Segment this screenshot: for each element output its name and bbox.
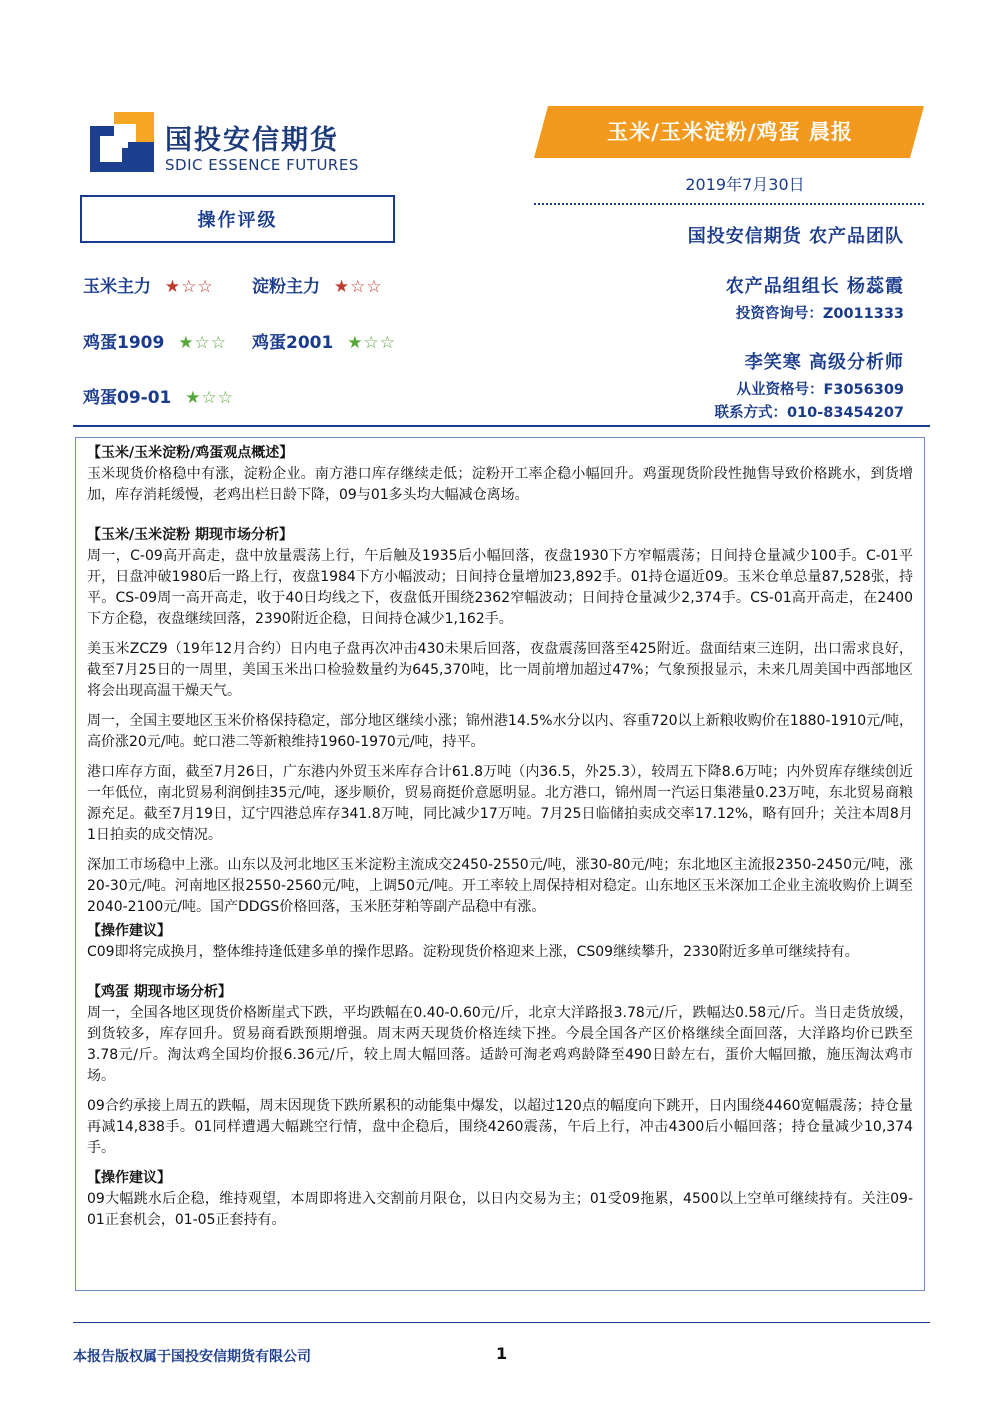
footer-copyright: 本报告版权属于国投安信期货有限公司 bbox=[73, 1349, 311, 1365]
star-filled-icon: ★ bbox=[347, 333, 364, 353]
star-empty-icon: ☆☆ bbox=[194, 333, 227, 353]
rating-egg-1909 bbox=[83, 328, 227, 353]
rating-corn bbox=[83, 272, 214, 297]
corn-paragraph-5: 深加工市场稳中上涨。山东以及河北地区玉米淀粉主流成交2450-2550元/吨，涨30-80元/吨；东北地区主流报2350-2450元/吨，涨20-30元/吨。河南地区报2550-2560元/吨，上调50元/吨。开工率较上周保持相对稳定。山东地区玉米深加工企业主流收购价上调至2040-2100元/吨。国产DDGS价格回落，玉米胚芽粕等副产品稳中有涨。 bbox=[87, 857, 913, 915]
footer-divider bbox=[73, 1322, 930, 1323]
star-filled-icon: ★ bbox=[178, 333, 195, 353]
star-empty-icon: ☆☆ bbox=[201, 388, 235, 408]
section-title-egg-analysis: 【鸡蛋 期现市场分析】 bbox=[87, 984, 232, 1000]
page-number: 1 bbox=[496, 1344, 508, 1363]
team-leader: 农产品组组长 杨蕊霞 bbox=[725, 276, 904, 297]
section-title-overview: 【玉米/玉米淀粉/鸡蛋观点概述】 bbox=[87, 445, 294, 461]
senior-analyst: 李笑寒 高级分析师 bbox=[744, 352, 904, 373]
corn-paragraph-3: 周一，全国主要地区玉米价格保持稳定，部分地区继续小涨；锦州港14.5%水分以内、容重720以上新粮收购价在1880-1910元/吨，高价涨20元/吨。蛇口港二等新粮维持1960-1970元/吨，持平。 bbox=[87, 713, 913, 750]
star-empty-icon: ☆☆ bbox=[363, 333, 396, 353]
rating-egg-09-01 bbox=[83, 383, 234, 408]
dotted-divider bbox=[534, 203, 924, 205]
star-filled-icon: ★ bbox=[164, 277, 182, 297]
corn-advice-paragraph: C09即将完成换月，整体维持逢低建多单的操作思路。淀粉现货价格迎来上涨，CS09继续攀升，2330附近多单可继续持有。 bbox=[87, 944, 859, 960]
rating-stars bbox=[347, 333, 396, 353]
section-title-corn-analysis: 【玉米/玉米淀粉 期现市场分析】 bbox=[87, 527, 293, 543]
egg-paragraph-2: 09合约承接上周五的跌幅，周末因现货下跌所累积的动能集中爆发，以超过120点的幅度向下跳开，日内围绕4460宽幅震荡；持仓量再减14,838手。01同样遭遇大幅跳空行情，盘中企稳后，围绕4260震荡，午后上行，冲击4300后小幅回落；持仓量减少10,374手。 bbox=[87, 1098, 913, 1156]
star-empty-icon: ☆☆ bbox=[181, 277, 214, 297]
rating-label: 淀粉主力 bbox=[252, 277, 320, 297]
rating-stars bbox=[178, 333, 227, 353]
rating-stars bbox=[185, 388, 234, 408]
rating-stars bbox=[165, 277, 214, 297]
header-divider bbox=[73, 425, 930, 427]
analyst-license-id: 从业资格号：F3056309 bbox=[736, 382, 904, 398]
rating-title-box bbox=[80, 195, 395, 243]
rating-stars bbox=[334, 277, 383, 297]
rating-title: 操作评级 bbox=[197, 210, 278, 231]
rating-label: 鸡蛋1909 bbox=[83, 333, 165, 353]
report-title: 玉米/玉米淀粉/鸡蛋 晨报 bbox=[607, 119, 853, 144]
egg-advice-paragraph: 09大幅跳水后企稳，维持观望，本周即将进入交割前月限仓，以日内交易为主；01受09拖累，4500以上空单可继续持有。关注09-01正套机会，01-05正套持有。 bbox=[87, 1191, 913, 1228]
section-title-egg-advice: 【操作建议】 bbox=[87, 1170, 171, 1186]
rating-label: 鸡蛋09-01 bbox=[83, 388, 172, 408]
corn-paragraph-1: 周一，C-09高开高走，盘中放量震荡上行，午后触及1935后小幅回落，夜盘1930下方窄幅震荡；日间持仓量减少100手。C-01平开，日盘冲破1980后一路上行，夜盘1984下方小幅波动；日间持仓量增加23,892手。01持仓逼近09。玉米仓单总量87,528张，持平。CS-09周一高开高走，收于40日均线之下，夜盘低开围绕2362窄幅波动；日间持仓量减少2,374手。CS-01高开高走，在2400下方企稳，夜盘继续回落，2390附近企稳，日间持仓减少1,162手。 bbox=[87, 548, 913, 627]
leader-license-id: 投资咨询号：Z0011333 bbox=[735, 306, 904, 322]
star-filled-icon: ★ bbox=[185, 388, 202, 408]
rating-egg-2001 bbox=[252, 328, 396, 353]
rating-label: 鸡蛋2001 bbox=[252, 333, 334, 353]
star-empty-icon: ☆☆ bbox=[350, 277, 383, 297]
team-name: 国投安信期货 农产品团队 bbox=[687, 226, 904, 247]
overview-paragraph: 玉米现货价格稳中有涨，淀粉企业。南方港口库存继续走低；淀粉开工率企稳小幅回升。鸡蛋现货阶段性抛售导致价格跳水，到货增加，库存消耗缓慢，老鸡出栏日龄下降，09与01多头均大幅减仓离场。 bbox=[87, 466, 913, 503]
company-name-en: SDIC ESSENCE FUTURES bbox=[165, 156, 359, 174]
company-logo-icon bbox=[90, 112, 154, 172]
company-name-cn: 国投安信期货 bbox=[165, 125, 339, 156]
corn-paragraph-2: 美玉米ZCZ9（19年12月合约）日内电子盘再次冲击430未果后回落，夜盘震荡回落至425附近。盘面结束三连阴，出口需求良好，截至7月25日的一周里，美国玉米出口检验数量约为645,370吨，比一周前增加超过47%；气象预报显示，未来几周美国中西部地区将会出现高温干燥天气。 bbox=[87, 641, 913, 699]
analyst-contact: 联系方式：010-83454207 bbox=[714, 405, 904, 421]
egg-paragraph-1: 周一，全国各地区现货价格断崖式下跌，平均跌幅在0.40-0.60元/斤，北京大洋路报3.78元/斤，跌幅达0.58元/斤。当日走货放缓，到货较多，库存回升。贸易商看跌预期增强。周末两天现货价格连续下挫。今晨全国各产区价格继续全面回落，大洋路均价已跌至3.78元/斤。淘汰鸡全国均价报6.36元/斤，较上周大幅回落。适龄可淘老鸡鸡龄降至490日龄左右，蛋价大幅回撤，施压淘汰鸡市场。 bbox=[87, 1005, 913, 1084]
star-filled-icon: ★ bbox=[333, 277, 351, 297]
corn-paragraph-4: 港口库存方面，截至7月26日，广东港内外贸玉米库存合计61.8万吨（内36.5，外25.3），较周五下降8.6万吨；内外贸库存继续创近一年低位，南北贸易利润倒挂35元/吨，逐步顺价，贸易商挺价意愿明显。北方港口，锦州周一汽运日集港量0.23万吨，东北贸易商粮源充足。截至7月19日，辽宁四港总库存341.8万吨，同比减少17万吨。7月25日临储拍卖成交率17.12%，略有回升；关注本周8月1日拍卖的成交情况。 bbox=[87, 764, 913, 843]
section-title-corn-advice: 【操作建议】 bbox=[87, 923, 171, 939]
rating-starch bbox=[252, 272, 383, 297]
report-body bbox=[87, 443, 913, 1231]
report-date: 2019年7月30日 bbox=[685, 175, 805, 194]
rating-label: 玉米主力 bbox=[83, 277, 151, 297]
